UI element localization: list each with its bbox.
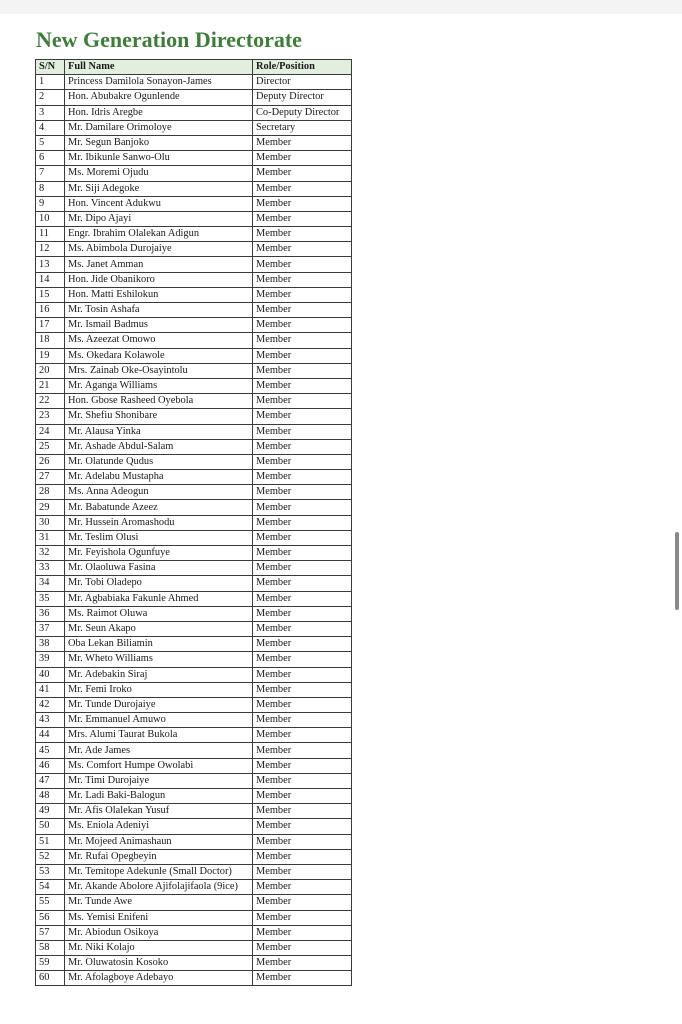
cell-sn: 45 <box>36 743 65 758</box>
table-row <box>36 196 352 211</box>
cell-sn: 32 <box>36 546 65 561</box>
cell-role: Member <box>253 181 352 196</box>
cell-full-name: Mr. Temitope Adekunle (Small Doctor) <box>65 864 253 879</box>
cell-sn: 1 <box>36 75 65 90</box>
cell-role: Member <box>253 439 352 454</box>
cell-sn: 19 <box>36 348 65 363</box>
cell-role: Member <box>253 515 352 530</box>
cell-sn: 20 <box>36 363 65 378</box>
cell-role: Member <box>253 713 352 728</box>
table-header-row <box>36 60 352 75</box>
cell-role: Member <box>253 682 352 697</box>
cell-full-name: Mr. Rufai Opegbeyin <box>65 849 253 864</box>
cell-role: Member <box>253 819 352 834</box>
cell-full-name: Mr. Afolagboye Adebayo <box>65 971 253 986</box>
cell-full-name: Mr. Adelabu Mustapha <box>65 470 253 485</box>
cell-full-name: Mr. Tunde Awe <box>65 895 253 910</box>
directorate-table <box>35 59 352 986</box>
table-row <box>36 439 352 454</box>
cell-role: Member <box>253 470 352 485</box>
cell-role: Member <box>253 971 352 986</box>
cell-role: Member <box>253 743 352 758</box>
table-row <box>36 743 352 758</box>
cell-sn: 59 <box>36 956 65 971</box>
cell-full-name: Mr. Akande Abolore Ajifolajifaola (9ice) <box>65 880 253 895</box>
cell-full-name: Mr. Tosin Ashafa <box>65 303 253 318</box>
cell-role: Member <box>253 166 352 181</box>
cell-full-name: Mr. Shefiu Shonibare <box>65 409 253 424</box>
top-strip <box>0 0 682 14</box>
table-row <box>36 621 352 636</box>
cell-full-name: Hon. Vincent Adukwu <box>65 196 253 211</box>
table-row <box>36 925 352 940</box>
cell-sn: 55 <box>36 895 65 910</box>
cell-sn: 39 <box>36 652 65 667</box>
cell-sn: 16 <box>36 303 65 318</box>
table-row <box>36 804 352 819</box>
cell-full-name: Ms. Azeezat Omowo <box>65 333 253 348</box>
table-row <box>36 378 352 393</box>
cell-sn: 56 <box>36 910 65 925</box>
cell-full-name: Mr. Agbabiaka Fakunle Ahmed <box>65 591 253 606</box>
cell-role: Member <box>253 956 352 971</box>
cell-full-name: Oba Lekan Biliamin <box>65 637 253 652</box>
cell-sn: 9 <box>36 196 65 211</box>
cell-role: Member <box>253 348 352 363</box>
cell-role: Secretary <box>253 120 352 135</box>
table-row <box>36 956 352 971</box>
cell-full-name: Mr. Olatunde Qudus <box>65 454 253 469</box>
cell-sn: 53 <box>36 864 65 879</box>
cell-role: Member <box>253 637 352 652</box>
cell-role: Member <box>253 576 352 591</box>
cell-full-name: Mr. Emmanuel Amuwo <box>65 713 253 728</box>
cell-sn: 49 <box>36 804 65 819</box>
cell-full-name: Mr. Mojeed Animashaun <box>65 834 253 849</box>
cell-sn: 46 <box>36 758 65 773</box>
page-title: New Generation Directorate <box>36 27 302 52</box>
cell-role: Member <box>253 272 352 287</box>
cell-sn: 12 <box>36 242 65 257</box>
table-row <box>36 454 352 469</box>
cell-full-name: Ms. Okedara Kolawole <box>65 348 253 363</box>
table-row <box>36 287 352 302</box>
header-full-name: Full Name <box>65 60 253 75</box>
table-row <box>36 485 352 500</box>
table-row <box>36 211 352 226</box>
cell-sn: 21 <box>36 378 65 393</box>
cell-sn: 51 <box>36 834 65 849</box>
document-page <box>0 14 682 1024</box>
cell-sn: 40 <box>36 667 65 682</box>
cell-full-name: Ms. Janet Amman <box>65 257 253 272</box>
cell-full-name: Mr. Wheto Williams <box>65 652 253 667</box>
cell-role: Deputy Director <box>253 90 352 105</box>
cell-role: Member <box>253 849 352 864</box>
cell-sn: 33 <box>36 561 65 576</box>
cell-full-name: Hon. Abubakre Ogunlende <box>65 90 253 105</box>
cell-role: Member <box>253 880 352 895</box>
table-row <box>36 90 352 105</box>
cell-full-name: Princess Damilola Sonayon-James <box>65 75 253 90</box>
cell-sn: 44 <box>36 728 65 743</box>
cell-full-name: Mr. Siji Adegoke <box>65 181 253 196</box>
table-row <box>36 166 352 181</box>
table-row <box>36 303 352 318</box>
cell-full-name: Engr. Ibrahim Olalekan Adigun <box>65 227 253 242</box>
cell-full-name: Mr. Seun Akapo <box>65 621 253 636</box>
cell-full-name: Ms. Comfort Humpe Owolabi <box>65 758 253 773</box>
cell-role: Member <box>253 409 352 424</box>
table-row <box>36 895 352 910</box>
table-row <box>36 272 352 287</box>
cell-role: Member <box>253 667 352 682</box>
cell-role: Member <box>253 485 352 500</box>
table-row <box>36 257 352 272</box>
cell-full-name: Ms. Yemisi Enifeni <box>65 910 253 925</box>
scrollbar-thumb[interactable] <box>675 532 679 610</box>
cell-sn: 52 <box>36 849 65 864</box>
cell-sn: 58 <box>36 940 65 955</box>
cell-full-name: Ms. Eniola Adeniyi <box>65 819 253 834</box>
cell-full-name: Mr. Ismail Badmus <box>65 318 253 333</box>
cell-full-name: Hon. Matti Eshilokun <box>65 287 253 302</box>
table-row <box>36 864 352 879</box>
cell-role: Member <box>253 864 352 879</box>
table-row <box>36 758 352 773</box>
table-row <box>36 333 352 348</box>
table-row <box>36 637 352 652</box>
cell-role: Member <box>253 804 352 819</box>
cell-full-name: Ms. Raimot Oluwa <box>65 606 253 621</box>
cell-full-name: Mr. Feyishola Ogunfuye <box>65 546 253 561</box>
cell-full-name: Mr. Ade James <box>65 743 253 758</box>
cell-full-name: Mr. Afis Olalekan Yusuf <box>65 804 253 819</box>
cell-sn: 37 <box>36 621 65 636</box>
cell-role: Member <box>253 333 352 348</box>
table-row <box>36 561 352 576</box>
table-row <box>36 394 352 409</box>
cell-role: Member <box>253 227 352 242</box>
cell-role: Member <box>253 606 352 621</box>
cell-role: Director <box>253 75 352 90</box>
cell-full-name: Mr. Babatunde Azeez <box>65 500 253 515</box>
cell-sn: 11 <box>36 227 65 242</box>
cell-sn: 38 <box>36 637 65 652</box>
cell-role: Member <box>253 363 352 378</box>
table-row <box>36 834 352 849</box>
cell-sn: 5 <box>36 135 65 150</box>
cell-sn: 43 <box>36 713 65 728</box>
table-row <box>36 530 352 545</box>
table-row <box>36 789 352 804</box>
cell-role: Member <box>253 591 352 606</box>
table-row <box>36 849 352 864</box>
table-row <box>36 773 352 788</box>
cell-role: Member <box>253 530 352 545</box>
cell-full-name: Mr. Alausa Yinka <box>65 424 253 439</box>
table-row <box>36 606 352 621</box>
table-body <box>36 75 352 986</box>
cell-role: Member <box>253 303 352 318</box>
table-row <box>36 697 352 712</box>
cell-full-name: Mrs. Zainab Oke-Osayintolu <box>65 363 253 378</box>
table-row <box>36 105 352 120</box>
cell-sn: 57 <box>36 925 65 940</box>
table-row <box>36 409 352 424</box>
cell-sn: 18 <box>36 333 65 348</box>
cell-sn: 24 <box>36 424 65 439</box>
table-row <box>36 151 352 166</box>
cell-full-name: Mr. Damilare Orimoloye <box>65 120 253 135</box>
cell-full-name: Mr. Niki Kolajo <box>65 940 253 955</box>
cell-role: Member <box>253 287 352 302</box>
cell-sn: 14 <box>36 272 65 287</box>
cell-role: Member <box>253 454 352 469</box>
table-row <box>36 227 352 242</box>
cell-sn: 15 <box>36 287 65 302</box>
cell-sn: 30 <box>36 515 65 530</box>
cell-sn: 27 <box>36 470 65 485</box>
table-row <box>36 500 352 515</box>
cell-sn: 28 <box>36 485 65 500</box>
cell-sn: 6 <box>36 151 65 166</box>
cell-full-name: Mr. Adebakin Siraj <box>65 667 253 682</box>
cell-role: Member <box>253 242 352 257</box>
table-row <box>36 576 352 591</box>
cell-full-name: Mr. Aganga Williams <box>65 378 253 393</box>
cell-role: Member <box>253 394 352 409</box>
table-row <box>36 135 352 150</box>
cell-full-name: Mr. Ibikunle Sanwo-Olu <box>65 151 253 166</box>
table-row <box>36 363 352 378</box>
table-row <box>36 971 352 986</box>
cell-role: Member <box>253 135 352 150</box>
cell-role: Member <box>253 424 352 439</box>
cell-sn: 50 <box>36 819 65 834</box>
table-row <box>36 120 352 135</box>
table-row <box>36 75 352 90</box>
table-row <box>36 515 352 530</box>
cell-role: Member <box>253 758 352 773</box>
cell-full-name: Mr. Olaoluwa Fasina <box>65 561 253 576</box>
cell-sn: 7 <box>36 166 65 181</box>
table-row <box>36 728 352 743</box>
header-sn: S/N <box>36 60 65 75</box>
cell-sn: 4 <box>36 120 65 135</box>
cell-sn: 31 <box>36 530 65 545</box>
cell-full-name: Mr. Femi Iroko <box>65 682 253 697</box>
cell-sn: 25 <box>36 439 65 454</box>
cell-sn: 10 <box>36 211 65 226</box>
cell-sn: 8 <box>36 181 65 196</box>
cell-full-name: Mr. Tunde Durojaiye <box>65 697 253 712</box>
cell-sn: 54 <box>36 880 65 895</box>
cell-role: Member <box>253 728 352 743</box>
cell-full-name: Mr. Tobi Oladepo <box>65 576 253 591</box>
table-row <box>36 652 352 667</box>
cell-sn: 26 <box>36 454 65 469</box>
cell-role: Member <box>253 773 352 788</box>
cell-sn: 3 <box>36 105 65 120</box>
cell-sn: 48 <box>36 789 65 804</box>
cell-sn: 42 <box>36 697 65 712</box>
cell-full-name: Ms. Moremi Ojudu <box>65 166 253 181</box>
cell-role: Member <box>253 925 352 940</box>
cell-role: Member <box>253 621 352 636</box>
cell-full-name: Hon. Gbose Rasheed Oyebola <box>65 394 253 409</box>
cell-role: Member <box>253 151 352 166</box>
cell-full-name: Hon. Jide Obanikoro <box>65 272 253 287</box>
cell-sn: 29 <box>36 500 65 515</box>
cell-role: Member <box>253 257 352 272</box>
cell-sn: 22 <box>36 394 65 409</box>
cell-full-name: Hon. Idris Aregbe <box>65 105 253 120</box>
header-role-position: Role/Position <box>253 60 352 75</box>
cell-sn: 17 <box>36 318 65 333</box>
table-row <box>36 880 352 895</box>
cell-full-name: Mr. Teslim Olusi <box>65 530 253 545</box>
table-row <box>36 181 352 196</box>
cell-role: Member <box>253 652 352 667</box>
cell-role: Member <box>253 378 352 393</box>
cell-full-name: Ms. Anna Adeogun <box>65 485 253 500</box>
cell-role: Member <box>253 546 352 561</box>
table-row <box>36 940 352 955</box>
cell-full-name: Mrs. Alumi Taurat Bukola <box>65 728 253 743</box>
cell-full-name: Mr. Ladi Baki-Balogun <box>65 789 253 804</box>
cell-sn: 41 <box>36 682 65 697</box>
table-row <box>36 682 352 697</box>
cell-role: Member <box>253 789 352 804</box>
table-row <box>36 348 352 363</box>
cell-role: Co-Deputy Director <box>253 105 352 120</box>
cell-sn: 60 <box>36 971 65 986</box>
cell-full-name: Mr. Segun Banjoko <box>65 135 253 150</box>
cell-role: Member <box>253 196 352 211</box>
table-row <box>36 470 352 485</box>
cell-sn: 47 <box>36 773 65 788</box>
cell-role: Member <box>253 697 352 712</box>
table-row <box>36 424 352 439</box>
table-row <box>36 819 352 834</box>
cell-full-name: Mr. Ashade Abdul-Salam <box>65 439 253 454</box>
table-row <box>36 667 352 682</box>
cell-role: Member <box>253 910 352 925</box>
cell-role: Member <box>253 318 352 333</box>
cell-full-name: Ms. Abimbola Durojaiye <box>65 242 253 257</box>
table-row <box>36 591 352 606</box>
cell-role: Member <box>253 895 352 910</box>
cell-role: Member <box>253 940 352 955</box>
table-row <box>36 713 352 728</box>
cell-role: Member <box>253 834 352 849</box>
table-row <box>36 910 352 925</box>
cell-sn: 35 <box>36 591 65 606</box>
cell-sn: 13 <box>36 257 65 272</box>
cell-role: Member <box>253 211 352 226</box>
cell-full-name: Mr. Timi Durojaiye <box>65 773 253 788</box>
cell-full-name: Mr. Hussein Aromashodu <box>65 515 253 530</box>
cell-full-name: Mr. Oluwatosin Kosoko <box>65 956 253 971</box>
table-row <box>36 242 352 257</box>
cell-full-name: Mr. Abiodun Osikoya <box>65 925 253 940</box>
cell-sn: 36 <box>36 606 65 621</box>
cell-full-name: Mr. Dipo Ajayi <box>65 211 253 226</box>
cell-sn: 2 <box>36 90 65 105</box>
cell-sn: 23 <box>36 409 65 424</box>
cell-sn: 34 <box>36 576 65 591</box>
cell-role: Member <box>253 500 352 515</box>
table-row <box>36 318 352 333</box>
cell-role: Member <box>253 561 352 576</box>
table-row <box>36 546 352 561</box>
